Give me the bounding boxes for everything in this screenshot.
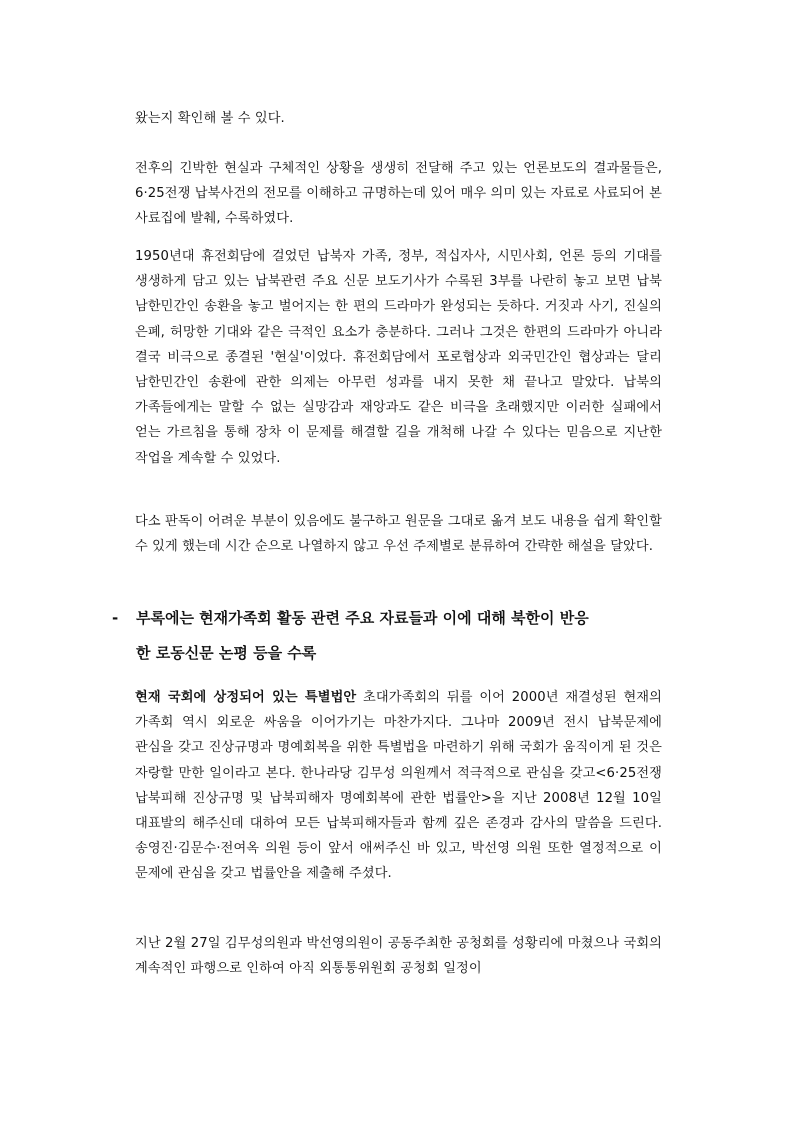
section-heading-appendix [112,603,664,669]
heading-line-2: 한 로동신문 논평 등을 수록 [136,644,317,662]
paragraph-press-reports: 전후의 긴박한 현실과 구체적인 상황을 생생히 전달해 주고 있는 언론보도의 결과물들은, 6·25전쟁 납북사건의 전모를 이해하고 규명하는데 있어 매우 의미 있는 자료로 사료되어 본 사료집에 발췌, 수록하였다. [135,161,662,227]
paragraph-original-text: 다소 판독이 어려운 부분이 있음에도 불구하고 원문을 그대로 옮겨 보도 내용을 쉽게 확인할 수 있게 했는데 시간 순으로 나열하지 않고 우선 주제별로 분류하여 간략한 해설을 달았다. [135,514,662,555]
paragraph-public-hearing: 지난 2월 27일 김무성의원과 박선영의원이 공동주최한 공청회를 성황리에 마쳤으나 국회의 계속적인 파행으로 인하여 아직 외통통위원회 공청회 일정이 [135,936,662,977]
paragraph-armistice-drama: 1950년대 휴전회담에 걸었던 납북자 가족, 정부, 적십자사, 시민사회, 언론 등의 기대를 생생하게 담고 있는 납북관련 주요 신문 보도기사가 수록된 3부를 나란히 놓고 보면 납북 남한민간인 송환을 놓고 벌어지는 한 편의 드라마가 완성되는 듯하다. 거짓과 사기, 진실의 은폐, 허망한 기대와 같은 극적인 요소가 충분하다. 그러나 그것은 한편의 드라마가 아니라 결국 비극으로 종결된 '현실'이었다. 휴전회담에서 포로협상과 외국민간인 협상과는 달리 남한민간인 송환에 관한 의제는 아무런 성과를 내지 못한 채 끝나고 말았다. 납북의 가족들에게는 말할 수 없는 실망감과 재앙과도 같은 비극을 초래했지만 이러한 실패에서 얻는 가르침을 통해 장차 이 문제를 해결할 길을 개척해 나갈 수 있다는 믿음으로 지난한 작업을 계속할 수 있었다. [135,249,662,466]
paragraph-special-bill [135,685,662,887]
heading-dash: - [112,609,119,627]
inline-bold-title: 현재 국회에 상정되어 있는 특별법안 [135,690,357,705]
paragraph-special-bill-body: 초대가족회의 뒤를 이어 2000년 재결성된 현재의 가족회 역시 외로운 싸움을 이어가기는 마찬가지다. 그나마 2009년 전시 납북문제에 관심을 갖고 진상규명과 명예회복을 위한 특별법을 마련하기 위해 국회가 움직이게 된 것은 자랑할 만한 일이라고 본다. 한나라당 김무성 의원께서 적극적으로 관심을 갖고<6·25전쟁 납북피해 진상규명 및 납북피해자 명예회복에 관한 법률안>을 지난 2008년 12월 10일 대표발의 해주신데 대하여 모든 납북피해자들과 함께 깊은 존경과 감사의 말씀을 드린다. 송영진·김문수·전여옥 의원 등이 앞서 애써주신 바 있고, 박선영 의원 또한 열정적으로 이 문제에 관심을 갖고 법률안을 제출해 주셨다. [135,690,662,882]
paragraph-continuation: 왔는지 확인해 볼 수 있다. [135,111,285,126]
heading-line-1: 부록에는 현재가족회 활동 관련 주요 자료들과 이에 대해 북한이 반응 [136,609,589,627]
